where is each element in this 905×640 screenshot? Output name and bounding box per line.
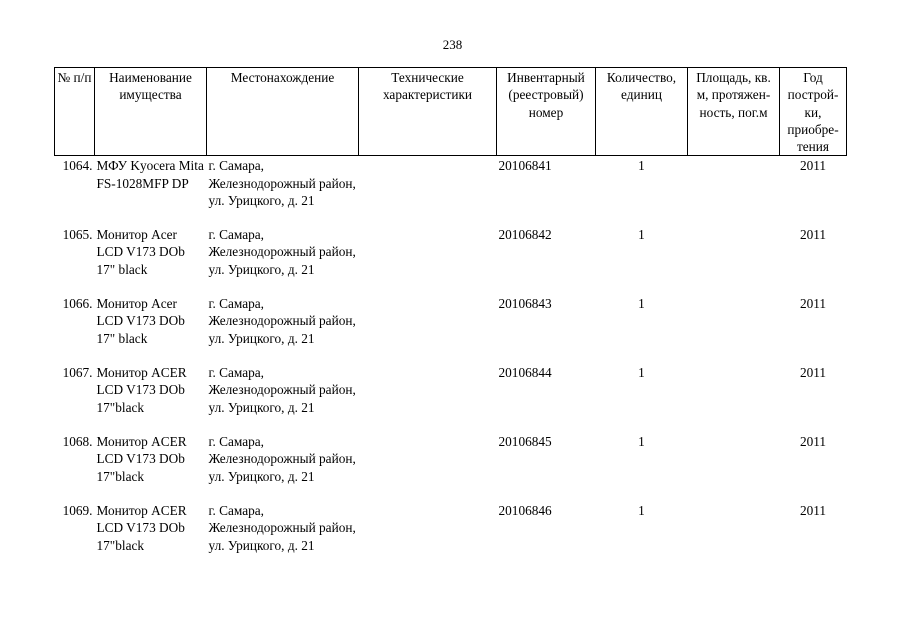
cell-location: г. Самара, Железнодорожный район, ул. Урицкого, д. 21 [208,295,356,346]
cell-name: Монитор ACER LCD V173 DOb 17"black [96,502,187,553]
cell-qty: 1 [638,295,645,311]
table-row [55,363,847,432]
cell-area [688,294,780,363]
cell-qty: 1 [638,158,645,174]
cell-inventory: 20106843 [498,295,552,311]
cell-year: 2011 [799,158,827,174]
cell-name: Монитор Acer LCD V173 DOb 17" black [96,295,185,346]
cell-num: 1068. [62,433,93,449]
cell-inventory: 20106842 [498,226,552,242]
cell-num: 1066. [62,295,93,311]
cell-tech [359,432,497,501]
cell-area [688,501,780,570]
cell-name: МФУ Kyocera Mita FS-1028MFP DP [96,158,204,191]
cell-location: г. Самара, Железнодорожный район, ул. Урицкого, д. 21 [208,502,356,553]
table-row [55,225,847,294]
cell-area [688,156,780,225]
cell-year: 2011 [799,364,827,380]
table-row [55,156,847,225]
cell-year: 2011 [799,226,827,242]
cell-inventory: 20106844 [498,364,552,380]
cell-num: 1065. [62,226,93,242]
page-number: 238 [442,37,463,52]
cell-num: 1067. [62,364,93,380]
cell-location: г. Самара, Железнодорожный район, ул. Урицкого, д. 21 [208,433,356,484]
header-area: Площадь, кв. м, протяжен-ность, пог.м [688,68,780,156]
cell-inventory: 20106845 [498,433,552,449]
cell-area [688,363,780,432]
property-registry-table [54,67,847,570]
cell-tech [359,501,497,570]
cell-year: 2011 [799,295,827,311]
header-inventory: Инвентарный (реестровый) номер [497,68,596,156]
cell-area [688,432,780,501]
cell-year: 2011 [799,502,827,518]
cell-tech [359,363,497,432]
header-num: № п/п [55,68,95,156]
cell-qty: 1 [638,364,645,380]
cell-inventory: 20106841 [498,158,552,174]
cell-qty: 1 [638,502,645,518]
cell-tech [359,294,497,363]
header-name: Наименование имущества [95,68,207,156]
cell-area [688,225,780,294]
cell-name: Монитор Acer LCD V173 DOb 17" black [96,226,185,277]
cell-location: г. Самара, Железнодорожный район, ул. Урицкого, д. 21 [208,364,356,415]
header-qty: Количество, единиц [596,68,688,156]
cell-num: 1069. [62,502,93,518]
table-row [55,501,847,570]
cell-num: 1064. [62,158,93,174]
cell-inventory: 20106846 [498,502,552,518]
cell-year: 2011 [799,433,827,449]
table-header-row [55,68,847,156]
cell-location: г. Самара, Железнодорожный район, ул. Урицкого, д. 21 [208,158,356,209]
cell-location: г. Самара, Железнодорожный район, ул. Урицкого, д. 21 [208,226,356,277]
cell-tech [359,225,497,294]
cell-name: Монитор ACER LCD V173 DOb 17"black [96,364,187,415]
header-year: Год построй-ки, приобре-тения [780,68,847,156]
cell-tech [359,156,497,225]
cell-name: Монитор ACER LCD V173 DOb 17"black [96,433,187,484]
cell-qty: 1 [638,226,645,242]
header-tech: Технические характеристики [359,68,497,156]
table-row [55,432,847,501]
cell-qty: 1 [638,433,645,449]
table-row [55,294,847,363]
header-location: Местонахождение [207,68,359,156]
